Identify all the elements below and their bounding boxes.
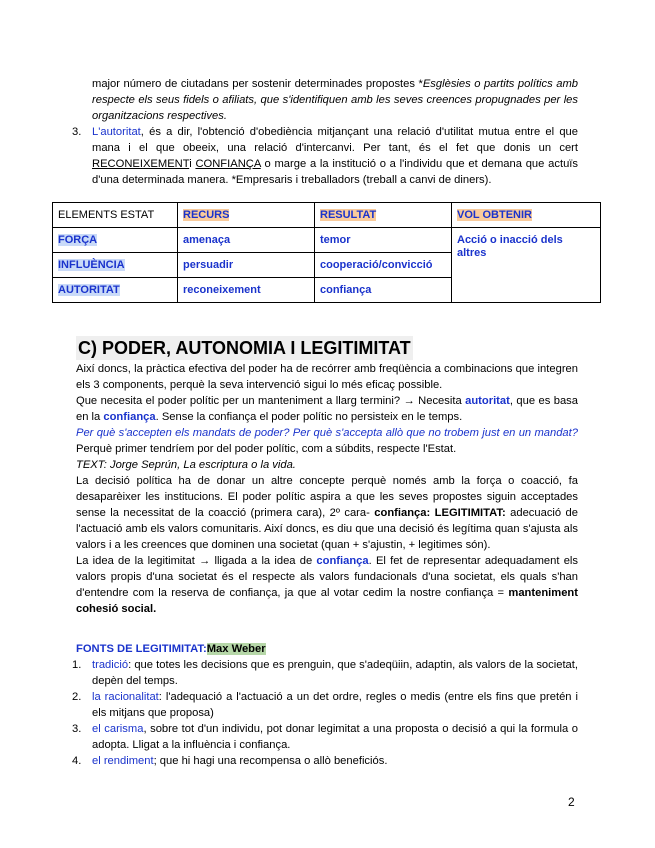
- point3-sep: i: [189, 158, 196, 170]
- list-item-content: [92, 689, 578, 721]
- item-text: , sobre tot d'un individu, pot donar legimitat a una proposta o decisió a qui la formula o adopta. Lligat a la influència i confiança.: [92, 723, 578, 751]
- cell-recurs: reconeixement: [178, 278, 315, 303]
- header-vol-obtenir: [452, 203, 601, 228]
- term-legitimitat: confiança: LEGITIMITAT:: [374, 507, 506, 519]
- cell-vol-obtenir: Acció o inacció dels altres: [452, 228, 601, 303]
- header-resultat: [315, 203, 452, 228]
- list-number: 4.: [72, 755, 82, 767]
- elements-table: [52, 202, 601, 303]
- point3-text: , és a dir, l'obtenció d'obediència mitjançant una relació d'utilitat mutua entre el que mana i el que obeeix, una relació d'intercanvi. Per tant, és el fet que donis un cert: [92, 126, 578, 154]
- list-item-content: [92, 124, 578, 188]
- list-item-autoritat: [72, 124, 578, 186]
- header-elements: ELEMENTS ESTAT: [53, 203, 178, 228]
- list-number: 1.: [72, 659, 82, 671]
- term-confianca: confiança: [103, 411, 156, 423]
- fonts-heading-label: FONTS DE LEGITIMITAT:: [76, 643, 207, 655]
- list-number: 2.: [72, 691, 82, 703]
- paragraph: [76, 425, 578, 457]
- cell-element: [53, 278, 178, 303]
- point3-text-end: o marge a la institució o a l'individu que et demana que actuïs d'una determinada manera. *Empresaris i treballadors (treball a canvi de diners).: [92, 158, 578, 186]
- term-confianca: CONFIANÇA: [195, 158, 261, 170]
- list-number: 3.: [72, 723, 82, 735]
- p2-text-mid: , que es basa en la: [76, 395, 578, 423]
- intro-text: major número de ciutadans per sostenir determinades propostes *: [92, 78, 423, 90]
- term-confianca: confiança: [316, 555, 369, 567]
- item-text: : l'adequació a l'actuació a un det ordre, regles o medis (entre els fins que pretén i els mitjans que proposa): [92, 691, 578, 719]
- element-label: INFLUÈNCIA: [58, 259, 125, 271]
- term-autoritat: L'autoritat: [92, 126, 141, 138]
- cell-element: [53, 228, 178, 253]
- list-item: [72, 689, 578, 721]
- term-racionalitat: la racionalitat: [92, 691, 159, 703]
- intro-italic-text: Esglèsies o partits polítics amb respecte els seus fidels o afiliats, que s'identifiquen amb les seves creences propugnades per les organitzacions respectives.: [92, 78, 578, 122]
- cell-element: [53, 253, 178, 278]
- header-vol-obtenir-label: VOL OBTENIR: [457, 209, 532, 221]
- list-number: 3.: [72, 126, 82, 138]
- header-resultat-label: RESULTAT: [320, 209, 377, 221]
- term-tradicio: tradició: [92, 659, 129, 671]
- cell-resultat: cooperació/convicció: [315, 253, 452, 278]
- p5-text-end: adecuació de l'actuació amb els valors comunitaris. Així doncs, es diu que una decisió és legítima quan s'ajusta als valors i a les creences que dominen una societat (quan + s'ajustin, + legitimes són).: [76, 507, 578, 551]
- list-item: [72, 657, 578, 689]
- question-text: Per què s'accepten els mandats de poder? Per què s'accepta allò que no trobem just en un mandat?: [76, 427, 578, 439]
- section-body: [76, 361, 578, 617]
- term-autoritat: autoritat: [465, 395, 510, 407]
- list-item: [72, 753, 578, 769]
- cell-resultat: confiança: [315, 278, 452, 303]
- element-label: FORÇA: [58, 234, 98, 246]
- list-item-content: [92, 721, 578, 753]
- p5-text: La decisió política ha de donar un altre concepte perquè només amb la força o coacció, fa desaparèixer les institucions. El poder polític aspira a que les seves propostes siguin acceptades sense la necessitat de la coacció (primera cara), 2º cara-: [76, 475, 578, 519]
- list-item-content: [92, 753, 578, 769]
- table-row: [53, 228, 601, 253]
- text-reference: TEXT: Jorge Seprún, La escriptura o la vida.: [76, 459, 296, 471]
- paragraph: [76, 473, 578, 553]
- paragraph: [76, 393, 578, 425]
- cell-recurs: amenaça: [178, 228, 315, 253]
- section-title: C) PODER, AUTONOMIA I LEGITIMITAT: [78, 338, 411, 358]
- fonts-author: Max Weber: [206, 643, 266, 655]
- intro-paragraph: [92, 76, 578, 124]
- item-text: ; que hi hagi una recompensa o allò beneficiós.: [153, 755, 388, 767]
- cell-recurs: persuadir: [178, 253, 315, 278]
- cell-resultat: temor: [315, 228, 452, 253]
- paragraph: [76, 553, 578, 617]
- list-item-content: [92, 657, 578, 689]
- term-carisma: el carisma: [92, 723, 144, 735]
- header-recurs: [178, 203, 315, 228]
- term-cohesio: manteniment cohesió social.: [76, 587, 578, 615]
- list-item: [72, 721, 578, 753]
- term-rendiment: el rendiment: [92, 755, 154, 767]
- term-reconeixement: RECONEIXEMENT: [92, 158, 190, 170]
- table-header-row: [53, 203, 601, 228]
- page-number: 2: [568, 795, 575, 809]
- fonts-list: [72, 657, 578, 769]
- header-recurs-label: RECURS: [183, 209, 230, 221]
- p2-text-end: . Sense la confiança el poder polític no persisteix en le temps.: [155, 411, 463, 423]
- p6-text: La idea de la legitimitat → lligada a la idea de: [76, 555, 317, 567]
- p2-text: Que necesita el poder polític per un manteniment a llarg termini? → Necesita: [76, 395, 466, 407]
- item-text: : que totes les decisions que es prenguin, que s'adeqüiin, adaptin, als valors de la societat, depèn del temps.: [92, 659, 578, 687]
- element-label: AUTORITAT: [58, 284, 120, 296]
- p6-text-mid: . El fet de representar adequadament els valors propis d'una societat és el respecte als valors fundacionals d'una societat, els quals s'han d'entendre com la reserva de confiança, ja que al votar cedim la nostre confiança =: [76, 555, 578, 599]
- fonts-heading: [76, 641, 266, 657]
- paragraph: Així doncs, la pràctica efectiva del poder ha de recórrer amb freqüència a combinacions que integren els 3 components, perquè la seva intervenció sigui lo més eficaç possible.: [76, 363, 578, 391]
- answer-text: Perquè primer tendríem por del poder polític, com a súbdits, respecte l'Estat.: [76, 443, 457, 455]
